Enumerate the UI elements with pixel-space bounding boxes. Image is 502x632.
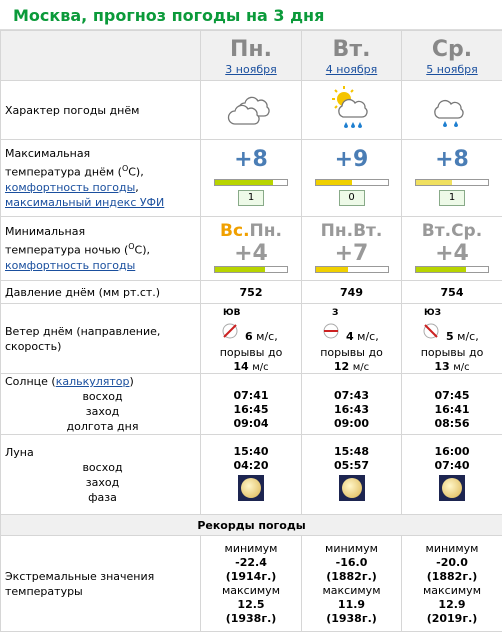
comfort-bar-fill bbox=[316, 267, 348, 272]
wind-direction: ЮВ bbox=[223, 308, 240, 318]
record-min: -22.4 bbox=[201, 556, 301, 570]
comfort-bar bbox=[214, 179, 288, 186]
record-max: 12.9 bbox=[402, 598, 502, 612]
wind-arrow-icon bbox=[422, 322, 440, 340]
moonset-time: 07:40 bbox=[402, 459, 502, 473]
moonrise-time: 16:00 bbox=[402, 445, 502, 459]
wind-direction: З bbox=[332, 308, 338, 318]
wind-arrow-icon bbox=[221, 322, 239, 340]
wind-speed: 5 bbox=[446, 330, 454, 343]
weather-label: Характер погоды днём bbox=[1, 81, 201, 140]
rain-icon bbox=[428, 85, 476, 133]
day-header-row bbox=[1, 31, 502, 81]
sun-label: Солнце ( bbox=[5, 375, 56, 388]
record-min-year: (1882г.) bbox=[302, 570, 401, 584]
sunrise-time: 07:45 bbox=[402, 389, 502, 403]
moonset-time: 04:20 bbox=[201, 459, 301, 473]
weather-row bbox=[1, 81, 502, 140]
date-link[interactable]: 4 ноября bbox=[326, 63, 377, 76]
comfort-bar bbox=[214, 266, 288, 273]
records-label: Экстремальные значения bbox=[5, 570, 154, 583]
pressure-value: 754 bbox=[402, 281, 502, 304]
sunrise-time: 07:43 bbox=[302, 389, 401, 403]
moon-phase-icon bbox=[339, 475, 365, 501]
wind-row: Ветер днём (направление, скорость) ЮВ 6 м/с, порывы до 14 м/с З 4 м/с, порывы до 12 м/с ЮЗ 5 м/с, порывы до 13 м/с bbox=[1, 304, 502, 374]
moonset-time: 05:57 bbox=[302, 459, 401, 473]
records-header-row bbox=[1, 515, 502, 536]
record-max-year: (1938г.) bbox=[302, 612, 401, 626]
comfort-bar-fill bbox=[416, 267, 466, 272]
tmin-label: Минимальная bbox=[5, 225, 85, 238]
tmax-value: +8 bbox=[402, 147, 502, 172]
uvi-badge: 1 bbox=[238, 190, 264, 206]
night-to: Вт. bbox=[353, 221, 382, 241]
wind-arrow-icon bbox=[322, 322, 340, 340]
pressure-row bbox=[1, 281, 502, 304]
pressure-label: Давление днём (мм рт.ст.) bbox=[1, 281, 201, 304]
day-name: Пн. bbox=[201, 37, 301, 63]
moon-phase-icon bbox=[238, 475, 264, 501]
moonrise-time: 15:48 bbox=[302, 445, 401, 459]
tmax-row: Максимальная температура днём ($^O$C), комфортность погоды, максимальный индекс УФИ +8 1 +9 0 +8 1 bbox=[1, 140, 502, 217]
tmax-value: +9 bbox=[302, 147, 401, 172]
moonrise-time: 15:40 bbox=[201, 445, 301, 459]
wind-gust: 13 bbox=[434, 360, 449, 373]
comfort-link[interactable]: комфортность погоды bbox=[5, 259, 135, 272]
moon-label: Луна bbox=[5, 446, 34, 459]
uvi-badge: 0 bbox=[339, 190, 365, 206]
night-to: Пн. bbox=[250, 221, 282, 241]
wind-gust: 14 bbox=[233, 360, 248, 373]
tmin-value: +4 bbox=[402, 241, 502, 266]
tmin-row: Минимальная температура ночью ($^O$C), комфортность погоды Вс.Пн. +4 Пн.Вт. +7 Вт.Ср. +4 bbox=[1, 217, 502, 281]
wind-label: Ветер днём (направление, bbox=[5, 325, 160, 338]
day-header bbox=[302, 31, 402, 81]
forecast-table bbox=[0, 30, 502, 632]
record-max: 11.9 bbox=[302, 598, 401, 612]
record-max: 12.5 bbox=[201, 598, 301, 612]
uvi-badge: 1 bbox=[439, 190, 465, 206]
page-title: Москва, прогноз погоды на 3 дня bbox=[0, 0, 502, 30]
date-link[interactable]: 5 ноября bbox=[426, 63, 477, 76]
comfort-bar-fill bbox=[215, 267, 265, 272]
record-min: -16.0 bbox=[302, 556, 401, 570]
pressure-value: 749 bbox=[302, 281, 402, 304]
comfort-bar bbox=[315, 266, 389, 273]
sunset-time: 16:45 bbox=[201, 403, 301, 417]
record-max-year: (2019г.) bbox=[402, 612, 502, 626]
wind-gust: 12 bbox=[334, 360, 349, 373]
comfort-bar bbox=[415, 179, 489, 186]
day-length: 08:56 bbox=[402, 417, 502, 431]
comfort-bar-fill bbox=[316, 180, 352, 185]
uvi-link[interactable]: максимальный индекс УФИ bbox=[5, 196, 164, 209]
night-from: Вт. bbox=[422, 221, 451, 241]
tmin-value: +7 bbox=[302, 241, 401, 266]
wind-speed: 6 bbox=[245, 330, 253, 343]
sunset-time: 16:43 bbox=[302, 403, 401, 417]
record-min-year: (1882г.) bbox=[402, 570, 502, 584]
day-length: 09:04 bbox=[201, 417, 301, 431]
comfort-bar bbox=[415, 266, 489, 273]
day-header bbox=[201, 31, 302, 81]
record-min: -20.0 bbox=[402, 556, 502, 570]
day-header bbox=[402, 31, 502, 81]
tmax-label: Максимальная bbox=[5, 147, 90, 160]
day-length: 09:00 bbox=[302, 417, 401, 431]
cloudy-icon bbox=[227, 91, 275, 127]
record-max-year: (1938г.) bbox=[201, 612, 301, 626]
comfort-bar-fill bbox=[215, 180, 273, 185]
tmin-value: +4 bbox=[201, 241, 301, 266]
night-from: Вс. bbox=[220, 221, 250, 241]
records-header: Рекорды погоды bbox=[1, 515, 502, 536]
pressure-value: 752 bbox=[201, 281, 302, 304]
moon-row: Луна восход заход фаза 15:40 04:20 15:48 05:57 16:00 07:40 bbox=[1, 435, 502, 515]
sunrise-time: 07:41 bbox=[201, 389, 301, 403]
day-name: Ср. bbox=[402, 37, 502, 63]
date-link[interactable]: 3 ноября bbox=[225, 63, 276, 76]
sunset-time: 16:41 bbox=[402, 403, 502, 417]
day-name: Вт. bbox=[302, 37, 401, 63]
night-from: Пн. bbox=[321, 221, 353, 241]
moon-phase-icon bbox=[439, 475, 465, 501]
comfort-bar-fill bbox=[416, 180, 452, 185]
record-min-year: (1914г.) bbox=[201, 570, 301, 584]
records-row: Экстремальные значения температуры минимум -22.4 (1914г.) максимум 12.5 (1938г.) минимум -16.0 (1882г.) максимум 11.9 (1938г.) минимум -20.0 (1882г.) максимум 12.9 (2019г.) bbox=[1, 536, 502, 632]
wind-direction: ЮЗ bbox=[424, 308, 441, 318]
sun-row: Солнце (калькулятор) восход заход долгота дня 07:41 16:45 09:04 07:43 16:43 09:00 07:45 16:41 08:56 bbox=[1, 374, 502, 435]
night-to: Ср. bbox=[451, 221, 482, 241]
comfort-bar bbox=[315, 179, 389, 186]
sun-rain-icon bbox=[328, 84, 376, 134]
calculator-link[interactable]: калькулятор bbox=[56, 375, 130, 388]
comfort-link[interactable]: комфортность погоды bbox=[5, 181, 135, 194]
wind-speed: 4 bbox=[346, 330, 354, 343]
tmax-value: +8 bbox=[201, 147, 301, 172]
